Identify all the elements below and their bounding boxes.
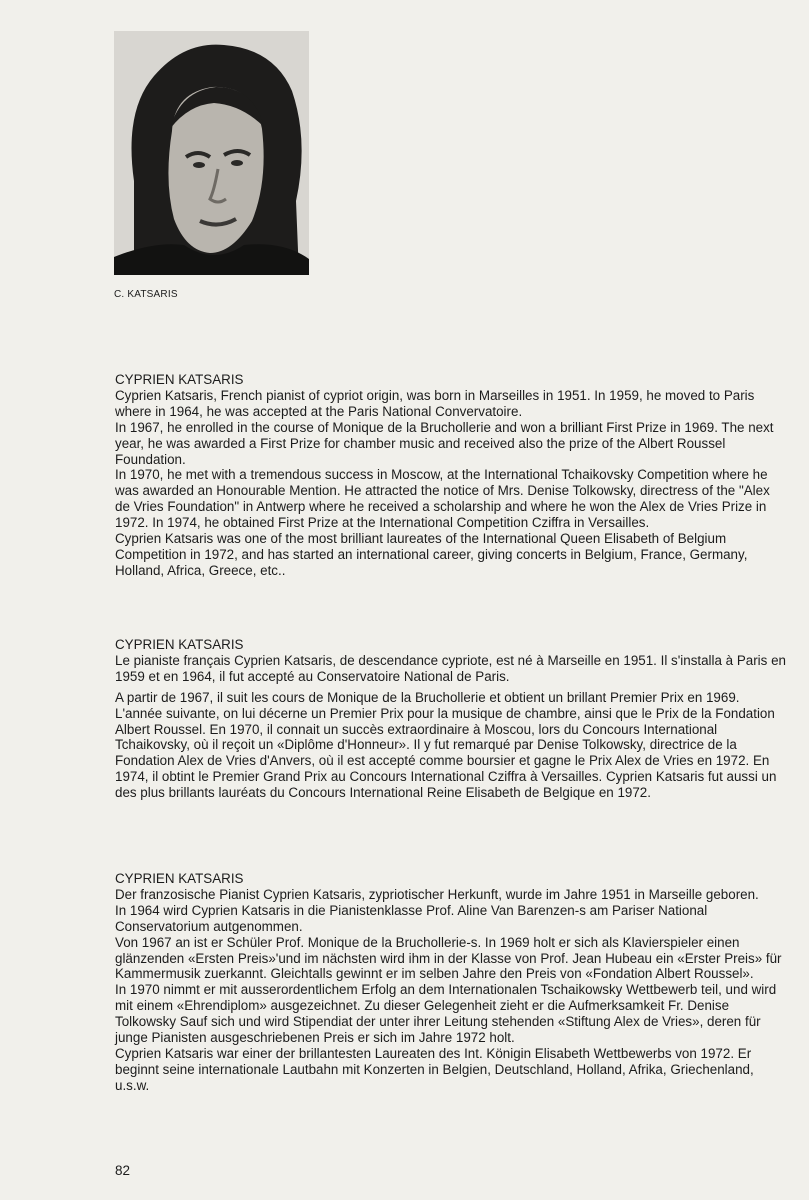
german-biography [115, 871, 787, 1094]
french-paragraph: A partir de 1967, il suit les cours de Monique de la Bruchollerie et obtient un brillant Premier Prix en 1969. L'année suivante, on lui décerne un Premier Prix pour la musique de chambre, ainsi que le Prix de la Fondation Albert Roussel. En 1970, il connait un succès extraordinaire à Moscou, lors du Concours International Tchaikovsky, où il reçoit un «Diplôme d'Honneur». Il y fut remarqué par Denise Tolkowsky, directrice de la Fondation Alex de Vries d'Anvers, où il est accepté comme boursier et gagne le Prix Alex de Vries en 1972. En 1974, il obtint le Premier Grand Prix au Concours International Cziffra à Versailles. Cyprien Katsaris fut aussi un des plus brillants lauréats du Concours International Reine Elisabeth de Belgique en 1972. [115, 689, 777, 801]
english-paragraph: In 1967, he enrolled in the course of Monique de la Bruchollerie and won a brilliant First Prize in 1969. The next year, he was awarded a First Prize for chamber music and received also the prize of the Albert Roussel Foundation. [115, 419, 774, 467]
page-number: 82 [115, 1163, 131, 1178]
english-biography [115, 372, 787, 579]
portrait-illustration [114, 31, 309, 275]
photo-caption: C. KATSARIS [114, 289, 178, 300]
german-paragraph: In 1970 nimmt er mit ausserordentlichem Erfolg an dem Internationalen Tschaikowsky Wettbewerb teil, und wird mit einem «Ehrendiplom» ausgezeichnet. Zu dieser Gelegenheit zieht er die Aufmerksamkeit Fr. Denise Tolkowsky Sauf sich und wird Stipendiat der unter ihrer Leitung stehenden «Stiftung Alex de Vries», deren für junge Pianisten ausgeschriebenen Preis er sich im Jahre 1972 holt. [115, 982, 777, 1046]
english-heading: CYPRIEN KATSARIS [115, 372, 244, 387]
french-heading: CYPRIEN KATSARIS [115, 637, 244, 652]
german-heading: CYPRIEN KATSARIS [115, 871, 244, 886]
german-paragraph: Cyprien Katsaris war einer der brillantesten Laureaten des Int. Königin Elisabeth Wettbewerbs von 1972. Er beginnt seine internationale Lautbahn mit Konzerten in Belgien, Deutschland, Holland, Afrika, Griechenland, u.s.w. [115, 1045, 754, 1093]
portrait-photo [114, 31, 309, 275]
german-paragraph: Der franzosische Pianist Cyprien Katsaris, zypriotischer Herkunft, wurde im Jahre 1951 in Marseille geboren. [115, 886, 759, 902]
french-paragraph: Le pianiste français Cyprien Katsaris, de descendance cypriote, est né à Marseille en 1951. Il s'installa à Paris en 1959 et en 1964, il fut accepté au Conservatoire National de Paris. [115, 652, 786, 684]
english-paragraph: In 1970, he met with a tremendous success in Moscow, at the International Tchaikovsky Competition where he was awarded an Honourable Mention. He attracted the notice of Mrs. Denise Tolkowsky, directress of the "Alex de Vries Foundation" in Antwerp where he received a scholarship and where he won the Alex de Vries Prize in 1972. In 1974, he obtained First Prize at the International Competition Cziffra in Versailles. [115, 467, 770, 531]
french-biography [115, 637, 787, 801]
english-paragraph: Cyprien Katsaris, French pianist of cypriot origin, was born in Marseilles in 1951. In 1959, he moved to Paris where in 1964, he was accepted at the Paris National Convervatoire. [115, 387, 755, 419]
english-paragraph: Cyprien Katsaris was one of the most brilliant laureates of the International Queen Elisabeth of Belgium Competition in 1972, and has started an international career, giving concerts in Belgium, France, Germany, Holland, Africa, Greece, etc.. [115, 531, 748, 578]
german-paragraph: Von 1967 an ist er Schüler Prof. Monique de la Bruchollerie-s. In 1969 holt er sich als Klavierspieler einen glänzenden «Ersten Preis»'und im nächsten wird ihm in der Klasse von Prof. Jean Hubeau ein «Erster Preis» für Kammermusik zuerkannt. Gleichtalls gewinnt er im selben Jahre den Preis von «Fondation Albert Roussel». [115, 934, 782, 982]
german-paragraph: In 1964 wird Cyprien Katsaris in die Pianistenklasse Prof. Aline Van Barenzen-s am Pariser National Conservatorium autgenommen. [115, 902, 708, 934]
